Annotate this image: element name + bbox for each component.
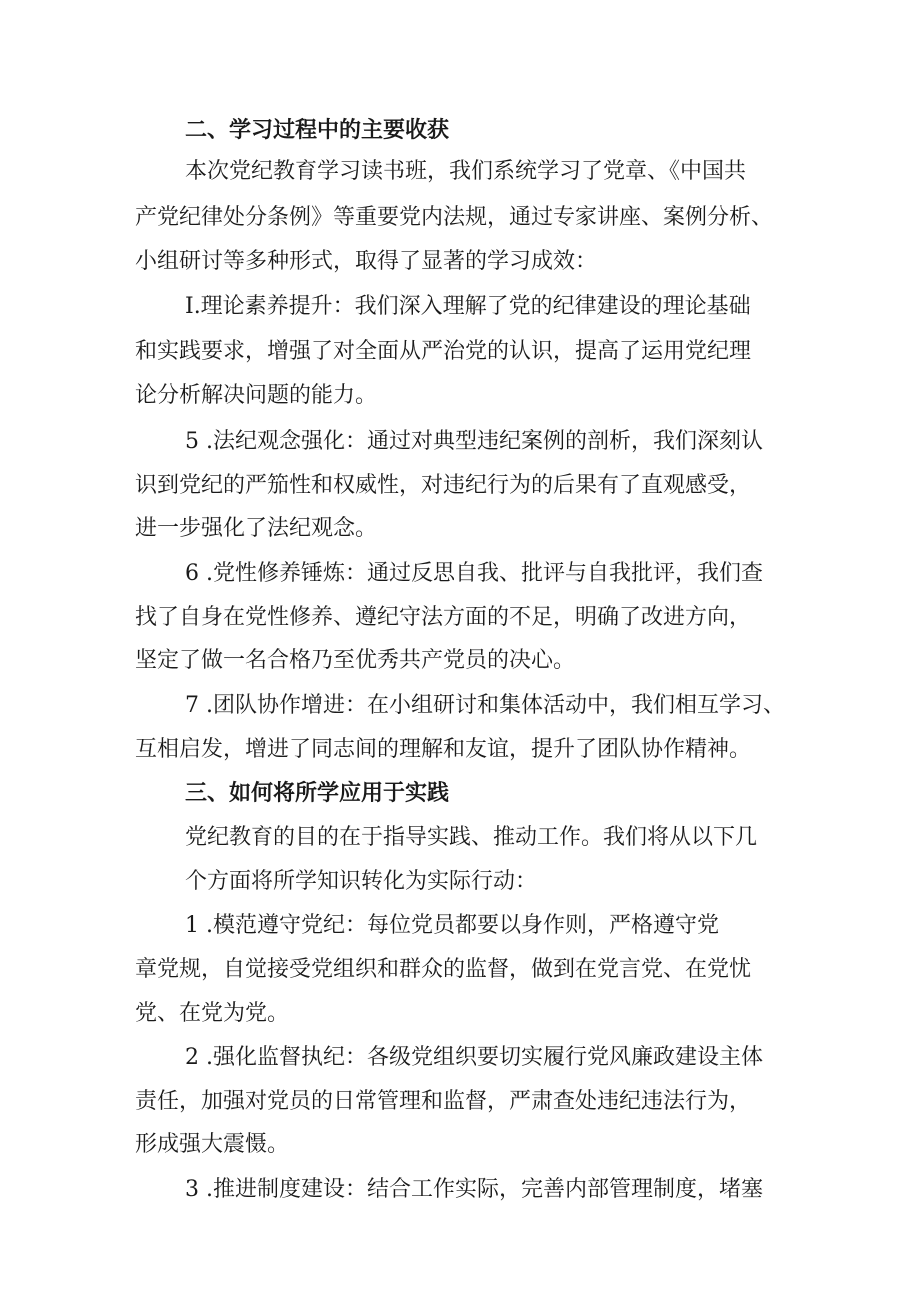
list-item-line: 找了自身在党性修养、遵纪守法方面的不足，明确了改进方向，	[135, 605, 752, 630]
list-item-line: 章党规，自觉接受党组织和群众的监督，做到在党言党、在党忧	[135, 957, 752, 982]
list-item-line: 论分析解决问题的能力。	[135, 383, 378, 408]
list-item-line: 形成强大震慑。	[135, 1132, 290, 1157]
paragraph-line: 党纪教育的目的在于指导实践、推动工作。我们将从以下几	[185, 825, 758, 850]
list-item-line: 坚定了做一名合格乃至优秀共产党员的决心。	[135, 648, 576, 673]
list-item-line: 6 .党性修养锤炼：通过反思自我、批评与自我批评，我们查	[185, 561, 763, 586]
section-heading-3: 三、如何将所学应用于实践	[185, 780, 450, 806]
paragraph-line: 个方面将所学知识转化为实际行动：	[185, 869, 538, 894]
list-item-line: 1 .模范遵守党纪：每位党员都要以身作则，严格遵守党	[185, 913, 719, 938]
list-item-line: 3 .推进制度建设：结合工作实际，完善内部管理制度，堵塞	[185, 1177, 763, 1202]
list-item-line: 和实践要求，增强了对全面从严治党的认识，提高了运用党纪理	[135, 339, 752, 364]
list-item-line: 7 .团队协作增进：在小组研讨和集体活动中，我们相互学习、	[185, 693, 785, 718]
paragraph-line: 产党纪律处分条例》等重要党内法规，通过专家讲座、案例分析、	[135, 205, 774, 230]
list-item-line: 5 .法纪观念强化：通过对典型违纪案例的剖析，我们深刻认	[185, 429, 763, 454]
paragraph-line: 本次党纪教育学习读书班，我们系统学习了党章、《中国共	[185, 159, 747, 184]
list-item-line: 党、在党为党。	[135, 1001, 290, 1026]
section-heading-2: 二、学习过程中的主要收获	[185, 117, 450, 143]
list-item-line: 互相启发，增进了同志间的理解和友谊，提升了团队协作精神。	[135, 737, 752, 762]
list-item-line: 识到党纪的严笳性和权威性，对违纪行为的后果有了直观感受，	[135, 473, 752, 498]
list-item-line: I.理论素养提升：我们深入理解了党的纪律建设的理论基础	[185, 294, 751, 319]
list-item-line: 2 .强化监督执纪：各级党组织要切实履行党风廉政建设主体	[185, 1045, 763, 1070]
list-item-line: 进一步强化了法纪观念。	[135, 516, 378, 541]
list-item-line: 责任，加强对党员的日常管理和监督，严肃查处违纪违法行为，	[135, 1089, 752, 1114]
paragraph-line: 小组研讨等多种形式，取得了显著的学习成效：	[135, 249, 598, 274]
